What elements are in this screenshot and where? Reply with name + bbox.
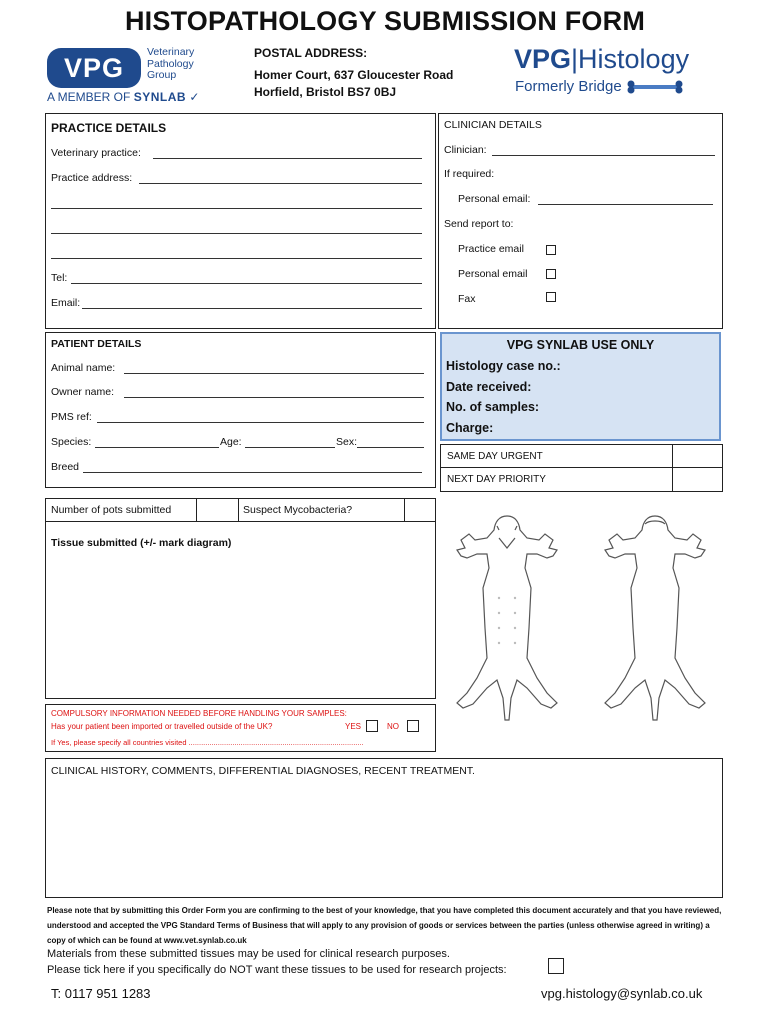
species-field[interactable] [95, 447, 219, 448]
postal-line-2: Horfield, Bristol BS7 0BJ [254, 85, 397, 99]
compulsory-heading: COMPULSORY INFORMATION NEEDED BEFORE HANDLING YOUR SAMPLES: [51, 709, 347, 718]
clinical-history-box[interactable] [45, 758, 723, 898]
animal-diagram-dorsal[interactable] [595, 508, 715, 728]
form-title: HISTOPATHOLOGY SUBMISSION FORM [124, 6, 646, 36]
no-label: NO [387, 722, 399, 731]
vpg-histology-logo [514, 44, 689, 75]
footer-email[interactable]: vpg.histology@synlab.co.uk [541, 986, 703, 1001]
clinician-heading: CLINICIAN DETAILS [444, 119, 542, 131]
personal-email-label: Personal email: [458, 193, 531, 205]
travel-no-checkbox[interactable] [407, 720, 419, 732]
research-optout-checkbox[interactable] [548, 958, 564, 974]
member-of-text: A MEMBER OF [47, 90, 131, 104]
suspect-mycobacteria-input[interactable] [405, 499, 435, 520]
sex-label: Sex: [336, 436, 358, 448]
age-label: Age: [220, 436, 242, 448]
research-optout-label: Please tick here if you specifically do NOT want these tissues to be used for research projects: [47, 964, 507, 976]
histology-logo-word: Histology [578, 44, 690, 74]
age-field[interactable] [245, 447, 335, 448]
vpg-name-line: Group [147, 69, 177, 81]
logo-divider: | [571, 44, 579, 74]
pms-ref-label: PMS ref: [51, 411, 92, 423]
practice-address-label: Practice address: [51, 172, 133, 184]
send-personal-email-checkbox[interactable] [546, 269, 556, 279]
practice-details-box [45, 113, 436, 329]
send-fax-checkbox[interactable] [546, 292, 556, 302]
animal-name-field[interactable] [124, 373, 424, 374]
research-note: Materials from these submitted tissues may be used for clinical research purposes. [47, 948, 450, 960]
same-day-urgent-cell[interactable] [673, 445, 722, 467]
countries-visited-label[interactable]: If Yes, please specify all countries visited .................................................................................... [51, 738, 364, 747]
terms-note: Please note that by submitting this Order Form you are confirming to the best of your knowledge, that you have completed this document accurately and that you have reviewed, understood and accepted the VPG Standard Terms of Business that will apply to any provision of goods or services between the parties (unless otherwise agreed in writing) a copy of which can be found at www.vet.synlab.co.uk [47, 906, 722, 945]
vpg-name-line: Veterinary [147, 46, 195, 58]
clinician-label: Clinician: [444, 144, 487, 156]
practice-address-field[interactable] [51, 233, 422, 234]
send-report-label: Send report to: [444, 218, 514, 230]
animal-diagram-ventral[interactable] [447, 508, 567, 728]
practice-address-field[interactable] [51, 258, 422, 259]
vpg-name-line: Pathology [147, 57, 194, 70]
owner-name-label: Owner name: [51, 386, 115, 398]
clinical-history-label: CLINICAL HISTORY, COMMENTS, DIFFERENTIAL DIAGNOSES, RECENT TREATMENT. [51, 765, 475, 777]
sex-field[interactable] [357, 447, 424, 448]
same-day-urgent-label: SAME DAY URGENT [447, 451, 543, 462]
pots-divider-2 [238, 498, 239, 521]
charge-label: Charge: [446, 421, 494, 435]
practice-heading: PRACTICE DETAILS [51, 121, 167, 135]
personal-email-field[interactable] [538, 204, 713, 205]
use-only-heading: VPG SYNLAB USE ONLY [506, 338, 655, 352]
pms-ref-field[interactable] [97, 422, 424, 423]
email-field[interactable] [82, 308, 422, 309]
vpg-logo: VPG [47, 48, 141, 88]
breed-label: Breed [51, 461, 80, 473]
yes-label: YES [345, 722, 362, 731]
send-practice-email-checkbox[interactable] [546, 245, 556, 255]
tissue-box [45, 498, 436, 699]
no-samples-label: No. of samples: [446, 400, 540, 414]
formerly-text: Formerly Bridge [515, 78, 622, 95]
send-fax-label: Fax [458, 293, 476, 305]
next-day-priority-label: NEXT DAY PRIORITY [447, 474, 546, 485]
species-label: Species: [51, 436, 92, 448]
tel-label: Tel: [51, 272, 68, 284]
patient-details-box [45, 332, 436, 488]
pots-submitted-input[interactable] [197, 499, 237, 520]
patient-heading: PATIENT DETAILS [51, 338, 142, 350]
formerly-bridge [515, 78, 684, 96]
postal-label: POSTAL ADDRESS: [254, 46, 368, 60]
histology-logo-vpg: VPG [514, 44, 572, 74]
breed-field[interactable] [83, 472, 422, 473]
bone-icon [626, 80, 684, 94]
synlab-text: SYNLAB [133, 90, 187, 104]
synlab-mark-icon: ✓ [189, 90, 200, 104]
tel-field[interactable] [71, 283, 422, 284]
date-received-label: Date received: [446, 380, 532, 394]
footer-phone: T: 0117 951 1283 [51, 986, 151, 1001]
practice-address-field[interactable] [139, 183, 422, 184]
owner-name-field[interactable] [124, 397, 424, 398]
tissue-submitted-label: Tissue submitted (+/- mark diagram) [51, 537, 232, 549]
animal-name-label: Animal name: [51, 362, 116, 374]
next-day-priority-cell[interactable] [673, 468, 722, 491]
member-of [47, 90, 199, 104]
if-required-label: If required: [444, 168, 495, 180]
vpg-name [147, 47, 194, 82]
veterinary-practice-field[interactable] [153, 158, 422, 159]
postal-line-1: Homer Court, 637 Gloucester Road [254, 68, 454, 82]
email-label: Email: [51, 297, 81, 309]
send-personal-email-label: Personal email [458, 268, 528, 280]
travel-question: Has your patient been imported or travelled outside of the UK? [51, 722, 273, 731]
send-practice-email-label: Practice email [458, 243, 524, 255]
suspect-mycobacteria-label: Suspect Mycobacteria? [243, 504, 353, 516]
veterinary-practice-label: Veterinary practice: [51, 147, 141, 159]
travel-yes-checkbox[interactable] [366, 720, 378, 732]
clinician-field[interactable] [492, 155, 715, 156]
pots-row-bottom [45, 521, 436, 522]
practice-address-field[interactable] [51, 208, 422, 209]
pots-submitted-label: Number of pots submitted [51, 504, 172, 516]
case-no-label: Histology case no.: [446, 359, 561, 373]
